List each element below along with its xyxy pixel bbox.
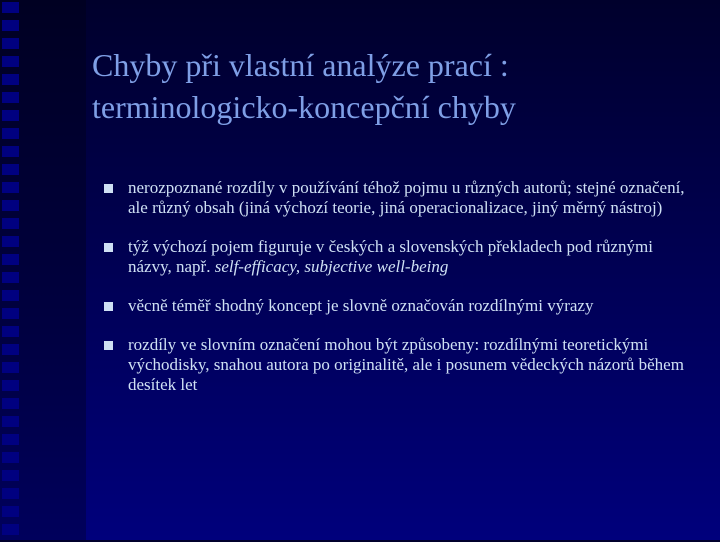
bullet-italic-text: self-efficacy, subjective well-being: [214, 257, 449, 276]
decor-square: [8, 326, 19, 337]
bullet-item: [116, 178, 696, 218]
decor-square: [8, 128, 19, 139]
decor-square: [8, 182, 19, 193]
decor-square: [8, 506, 19, 517]
decor-square: [8, 434, 19, 445]
decor-square: [8, 452, 19, 463]
decor-square: [8, 380, 19, 391]
decor-square: [8, 92, 19, 103]
decor-square: [8, 416, 19, 427]
bullet-item: [116, 237, 696, 277]
bullet-item: [116, 335, 696, 395]
bullet-item: [116, 296, 696, 316]
decor-square: [8, 110, 19, 121]
decor-square: [8, 488, 19, 499]
decor-square: [8, 470, 19, 481]
decor-square: [8, 146, 19, 157]
square-bullet-icon: [104, 184, 113, 193]
left-decorative-band: [0, 0, 86, 540]
decor-square: [8, 344, 19, 355]
slide-title: [92, 44, 692, 128]
slide-title-line-2: terminologicko-koncepční chyby: [92, 89, 516, 125]
square-bullet-icon: [104, 302, 113, 311]
decor-square: [8, 290, 19, 301]
bullet-text: nerozpoznané rozdíly v používání téhož pojmu u různých autorů; stejné označení, ale různý obsah (jiná výchozí teorie, jiná operacionalizace, jiný měrný nástroj): [128, 178, 685, 217]
decor-square: [8, 254, 19, 265]
square-bullet-icon: [104, 243, 113, 252]
decor-square: [8, 56, 19, 67]
decor-square-column: [8, 2, 19, 542]
bullet-text: věcně téměř shodný koncept je slovně označován rozdílnými výrazy: [128, 296, 594, 315]
bullet-list: [116, 178, 696, 395]
decor-square: [8, 74, 19, 85]
decor-square: [8, 524, 19, 535]
decor-square: [8, 2, 19, 13]
square-bullet-icon: [104, 341, 113, 350]
bullet-text: rozdíly ve slovním označení mohou být způsobeny: rozdílnými teoretickými východisky, snahou autora po originalitě, ale i posunem vědeckých názorů během desítek let: [128, 335, 684, 394]
decor-square: [8, 20, 19, 31]
decor-square: [8, 218, 19, 229]
bullet-text: týž výchozí pojem figuruje v českých a slovenských překladech pod různými názvy, např.: [128, 237, 653, 276]
decor-square: [8, 164, 19, 175]
decor-square: [8, 236, 19, 247]
decor-square: [8, 272, 19, 283]
decor-square: [8, 398, 19, 409]
decor-square: [8, 200, 19, 211]
decor-square: [8, 38, 19, 49]
slide-title-line-1: Chyby při vlastní analýze prací :: [92, 47, 509, 83]
decor-square: [8, 362, 19, 373]
decor-square: [8, 308, 19, 319]
